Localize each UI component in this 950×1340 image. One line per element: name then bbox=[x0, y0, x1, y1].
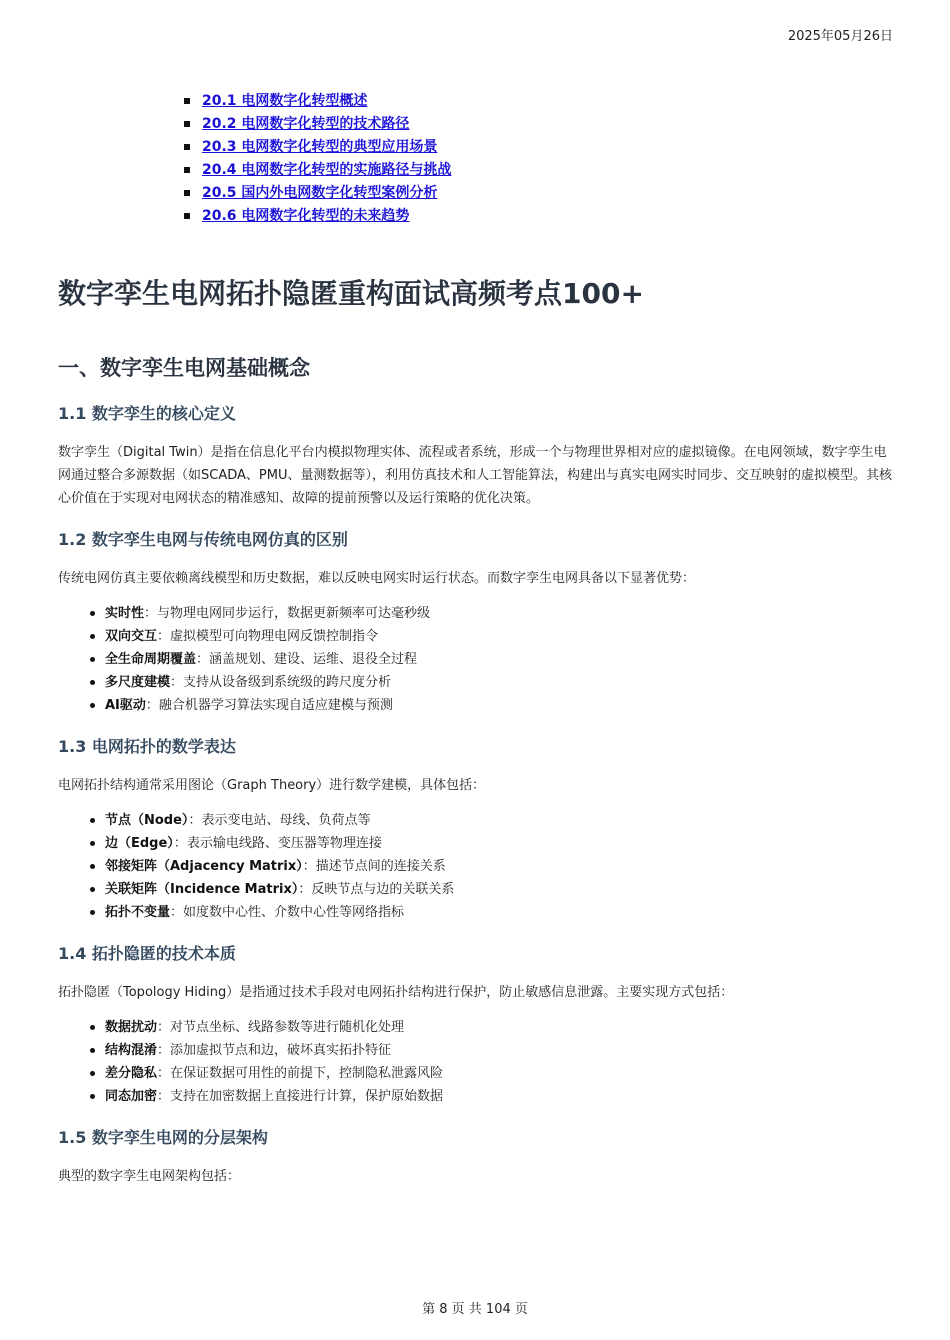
section-1-2 bbox=[58, 528, 898, 717]
list-item bbox=[105, 602, 898, 625]
item-desc: ：在保证数据可用性的前提下，控制隐私泄露风险 bbox=[157, 1066, 444, 1081]
section-paragraph: 电网拓扑结构通常采用图论（Graph Theory）进行数学建模，具体包括： bbox=[58, 778, 486, 793]
item-desc: ：虚拟模型可向物理电网反馈控制指令 bbox=[157, 629, 379, 644]
toc-link[interactable]: 20.3 电网数字化转型的典型应用场景 bbox=[202, 139, 438, 155]
toc-link[interactable]: 20.5 国内外电网数字化转型案例分析 bbox=[202, 185, 438, 201]
table-of-contents bbox=[184, 90, 451, 228]
toc-item bbox=[184, 205, 451, 228]
item-term: 数据扰动 bbox=[105, 1020, 158, 1035]
list-item bbox=[105, 1062, 898, 1085]
list-item bbox=[105, 878, 898, 901]
list-item bbox=[105, 1085, 898, 1108]
toc-link[interactable]: 20.4 电网数字化转型的实施路径与挑战 bbox=[202, 162, 452, 178]
list-item bbox=[105, 855, 898, 878]
list-item bbox=[105, 1039, 898, 1062]
item-desc: ：反映节点与边的关联关系 bbox=[298, 882, 455, 897]
list-item bbox=[105, 832, 898, 855]
item-term: 关联矩阵（Incidence Matrix） bbox=[105, 882, 299, 897]
item-term: 拓扑不变量 bbox=[105, 905, 171, 920]
item-desc: ：描述节点间的连接关系 bbox=[302, 859, 446, 874]
list-item bbox=[105, 1016, 898, 1039]
item-desc: ：支持在加密数据上直接进行计算，保护原始数据 bbox=[157, 1089, 444, 1104]
section-heading: 1.5 数字孪生电网的分层架构 bbox=[58, 1128, 268, 1147]
list-item bbox=[105, 625, 898, 648]
list-item bbox=[105, 694, 898, 717]
item-desc: ：支持从设备级到系统级的跨尺度分析 bbox=[170, 675, 392, 690]
section-1-1 bbox=[58, 402, 898, 510]
item-desc: ：添加虚拟节点和边，破坏真实拓扑特征 bbox=[157, 1043, 392, 1058]
toc-link[interactable]: 20.1 电网数字化转型概述 bbox=[202, 93, 368, 109]
toc-item bbox=[184, 136, 451, 159]
section-paragraph: 典型的数字孪生电网架构包括： bbox=[58, 1169, 241, 1184]
list-item bbox=[105, 648, 898, 671]
toc-item bbox=[184, 113, 451, 136]
item-term: 邻接矩阵（Adjacency Matrix） bbox=[105, 859, 303, 874]
chapter-heading: 一、数字孪生电网基础概念 bbox=[58, 356, 310, 380]
toc-item bbox=[184, 159, 451, 182]
toc-item bbox=[184, 90, 451, 113]
section-heading: 1.4 拓扑隐匿的技术本质 bbox=[58, 944, 236, 963]
item-term: 结构混淆 bbox=[105, 1043, 158, 1058]
item-desc: ：如度数中心性、介数中心性等网络指标 bbox=[170, 905, 405, 920]
item-term: 多尺度建模 bbox=[105, 675, 171, 690]
list-item bbox=[105, 809, 898, 832]
bullet-list bbox=[58, 602, 898, 717]
item-term: 节点（Node） bbox=[105, 813, 189, 828]
toc-item bbox=[184, 182, 451, 205]
section-1-4 bbox=[58, 942, 898, 1108]
section-paragraph: 拓扑隐匿（Topology Hiding）是指通过技术手段对电网拓扑结构进行保护，防止敏感信息泄露。主要实现方式包括： bbox=[58, 985, 734, 1000]
item-term: 实时性 bbox=[105, 606, 145, 621]
toc-link[interactable]: 20.6 电网数字化转型的未来趋势 bbox=[202, 208, 410, 224]
page-date: 2025年05月26日 bbox=[787, 29, 893, 44]
item-desc: ：对节点坐标、线路参数等进行随机化处理 bbox=[157, 1020, 405, 1035]
item-desc: ：融合机器学习算法实现自适应建模与预测 bbox=[145, 698, 393, 713]
item-term: AI驱动 bbox=[105, 698, 146, 713]
item-term: 边（Edge） bbox=[105, 836, 174, 851]
section-paragraph: 传统电网仿真主要依赖离线模型和历史数据，难以反映电网实时运行状态。而数字孪生电网具备以下显著优势： bbox=[58, 571, 696, 586]
section-1-3 bbox=[58, 735, 898, 924]
bullet-list bbox=[58, 1016, 898, 1108]
item-desc: ：与物理电网同步运行，数据更新频率可达毫秒级 bbox=[144, 606, 431, 621]
document-body bbox=[58, 270, 898, 1188]
item-desc: ：涵盖规划、建设、运维、退役全过程 bbox=[196, 652, 418, 667]
bullet-list bbox=[58, 809, 898, 924]
item-desc: ：表示变电站、母线、负荷点等 bbox=[188, 813, 371, 828]
toc-link[interactable]: 20.2 电网数字化转型的技术路径 bbox=[202, 116, 410, 132]
section-heading: 1.2 数字孪生电网与传统电网仿真的区别 bbox=[58, 530, 348, 549]
section-paragraph: 数字孪生（Digital Twin）是指在信息化平台内模拟物理实体、流程或者系统，形成一个与物理世界相对应的虚拟镜像。在电网领域，数字孪生电网通过整合多源数据（如SCADA、PMU、量测数据等），利用仿真技术和人工智能算法，构建出与真实电网实时同步、交互映射的虚拟模型。其核心价值在于实现对电网状态的精准感知、故障的提前预警以及运行策略的优化决策。 bbox=[58, 445, 892, 506]
section-heading: 1.3 电网拓扑的数学表达 bbox=[58, 737, 236, 756]
item-term: 同态加密 bbox=[105, 1089, 158, 1104]
list-item bbox=[105, 901, 898, 924]
document-title: 数字孪生电网拓扑隐匿重构面试高频考点100+ bbox=[58, 277, 644, 310]
section-1-5 bbox=[58, 1126, 898, 1188]
item-term: 双向交互 bbox=[105, 629, 158, 644]
list-item bbox=[105, 671, 898, 694]
item-term: 差分隐私 bbox=[105, 1066, 158, 1081]
item-desc: ：表示输电线路、变压器等物理连接 bbox=[173, 836, 382, 851]
page-footer: 第 8 页 共 104 页 bbox=[422, 1302, 528, 1317]
section-heading: 1.1 数字孪生的核心定义 bbox=[58, 404, 236, 423]
item-term: 全生命周期覆盖 bbox=[105, 652, 197, 667]
